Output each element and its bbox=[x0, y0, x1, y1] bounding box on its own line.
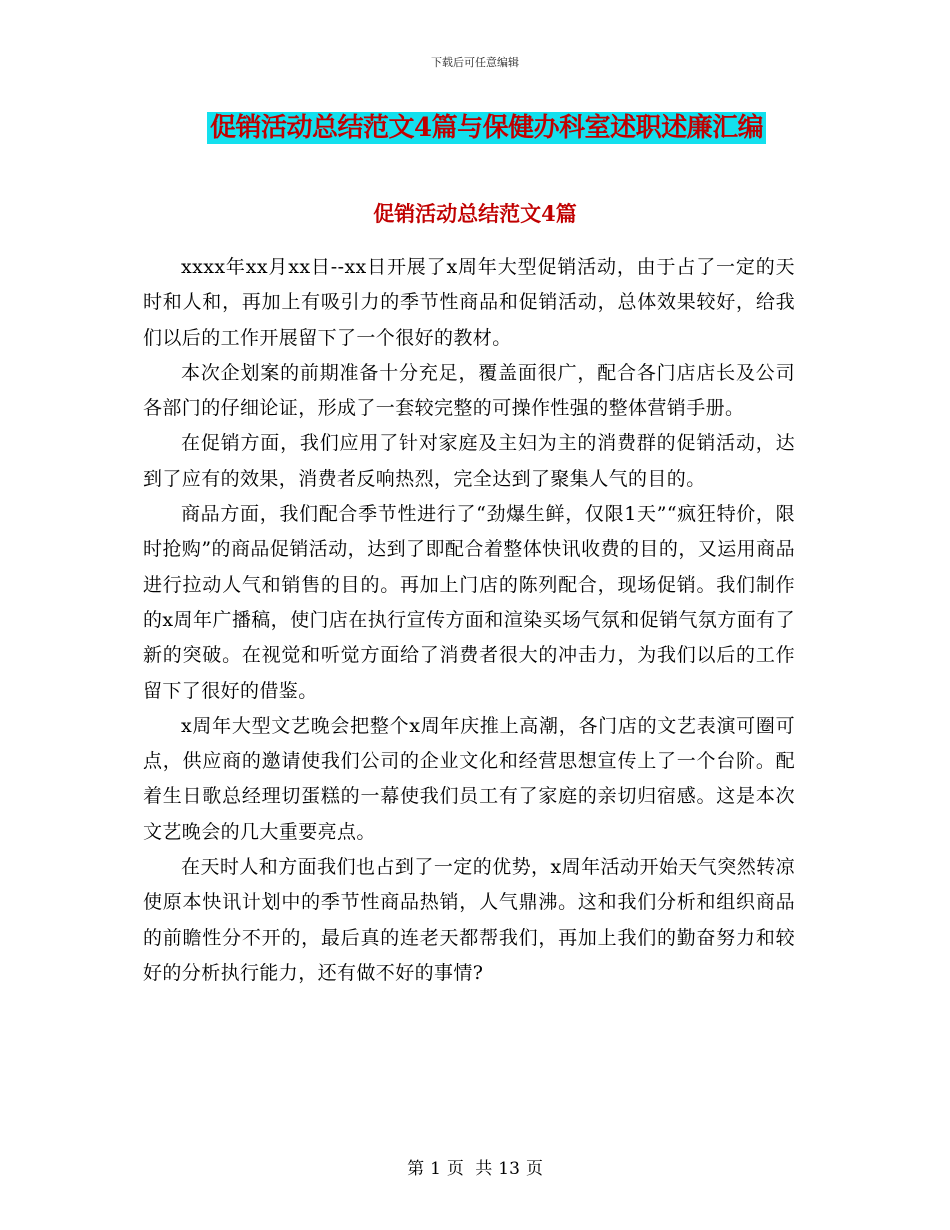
header-note: 下载后可任意编辑 bbox=[431, 56, 519, 69]
paragraph: 在促销方面，我们应用了针对家庭及主妇为主的消费群的促销活动，达到了应有的效果，消费者反响热烈，完全达到了聚集人气的目的。 bbox=[143, 432, 795, 490]
current-page-number: 1 bbox=[430, 1159, 441, 1179]
body-text bbox=[143, 250, 795, 991]
paragraph: x周年大型文艺晚会把整个x周年庆推上高潮，各门店的文艺表演可圈可点，供应商的邀请使我们公司的企业文化和经营思想宣传上了一个台阶。配着生日歌总经理切蛋糕的一幕使我们员工有了家庭的亲切归宿感。这是本次文艺晚会的几大重要亮点。 bbox=[143, 714, 795, 843]
paragraph: 在天时人和方面我们也占到了一定的优势，x周年活动开始天气突然转凉使原本快讯计划中的季节性商品热销，人气鼎沸。这和我们分析和组织商品的前瞻性分不开的，最后真的连老天都帮我们，再加上我们的勤奋努力和较好的分析执行能力，还有做不好的事情? bbox=[143, 856, 795, 984]
page-mid: 页 共 bbox=[446, 1159, 493, 1179]
page-prefix: 第 bbox=[407, 1159, 425, 1179]
paragraph: xxxx年xx月xx日--xx日开展了x周年大型促销活动，由于占了一定的天时和人和，再加上有吸引力的季节性商品和促销活动，总体效果较好，给我们以后的工作开展留下了一个很好的教材。 bbox=[143, 256, 795, 349]
paragraph: 本次企划案的前期准备十分充足，覆盖面很广，配合各门店店长及公司各部门的仔细论证，形成了一套较完整的可操作性强的整体营销手册。 bbox=[143, 361, 795, 420]
document-title: 促销活动总结范文4篇与保健办科室述职述廉汇编 bbox=[207, 112, 766, 144]
paragraph: 商品方面，我们配合季节性进行了“劲爆生鲜，仅限1天”“疯狂特价，限时抢购”的商品促销活动，达到了即配合着整体快讯收费的目的，又运用商品进行拉动人气和销售的目的。再加上门店的陈列配合，现场促销。我们制作的x周年广播稿，使门店在执行宣传方面和渲染买场气氛和促销气氛方面有了新的突破。在视觉和听觉方面给了消费者很大的冲击力，为我们以后的工作留下了很好的借鉴。 bbox=[143, 503, 795, 702]
page-footer bbox=[0, 1154, 950, 1179]
total-pages-number: 13 bbox=[498, 1159, 520, 1179]
page-suffix: 页 bbox=[525, 1159, 543, 1179]
section-title: 促销活动总结范文4篇 bbox=[373, 201, 577, 226]
